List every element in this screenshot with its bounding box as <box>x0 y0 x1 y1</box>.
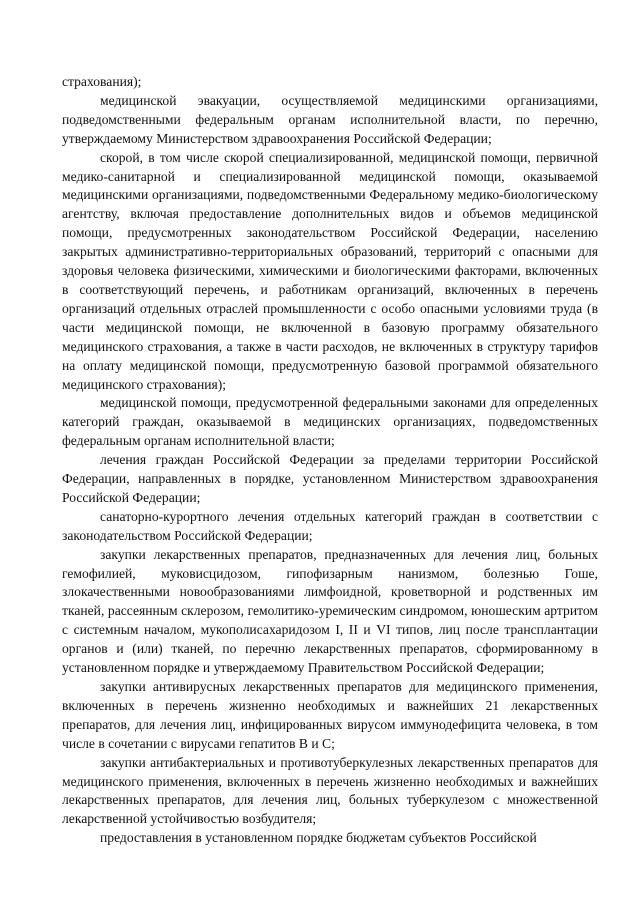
document-body <box>62 73 598 848</box>
paragraph-insurance-end: страхования); <box>62 74 142 89</box>
paragraph-federal-law-care: медицинской помощи, предусмотренной федеральными законами для определенных категорий граждан, оказываемой в медицинских организациях, подведомственных федеральным органам исполнительной власти; <box>62 395 598 449</box>
paragraph-sanatorium-treatment: санаторно-курортного лечения отдельных категорий граждан в соответствии с законодательством Российской Федерации; <box>62 508 598 543</box>
paragraph-antibacterial-drugs: закупки антибактериальных и противотуберкулезных лекарственных препаратов для медицинского применения, включенных в перечень жизненно необходимых и важнейших лекарственных препаратов, для лечения лиц, больных туберкулезом с множественной лекарственной устойчивостью возбудителя; <box>62 754 598 827</box>
paragraph-treatment-abroad: лечения граждан Российской Федерации за пределами территории Российской Федерации, направленных в порядке, установленном Министерством здравоохранения Российской Федерации; <box>62 452 598 505</box>
paragraph-emergency-care: скорой, в том числе скорой специализированной, медицинской помощи, первичной медико-санитарной и специализированной медицинской помощи, оказываемой медицинскими организациями, подведомственными Федеральному медико-биологическому агентству, включая предоставление дополнительных видов и объемов медицинской помощи, предусмотренных законодательством Российской Федерации, населению закрытых административно-территориальных образований, территорий с опасными для здоровья человека физическими, химическими и биологическими факторами, включенных в соответствующий перечень, и работникам организаций, включенных в перечень организаций отдельных отраслей промышленности с особо опасными условиями труда (в части медицинской помощи, не включенной в базовую программу обязательного медицинского страхования, а также в части расходов, не включенных в структуру тарифов на оплату медицинской помощи, предусмотренную базовой программой обязательного медицинского страхования); <box>62 149 598 392</box>
paragraph-antiviral-drugs: закупки антивирусных лекарственных препаратов для медицинского применения, включенных в перечень жизненно необходимых и важнейших 21 лекарственных препаратов, для лечения лиц, инфицированных вирусом иммунодефицита человека, в том числе в сочетании с вирусами гепатитов B и C; <box>62 679 598 751</box>
paragraph-medical-evacuation: медицинской эвакуации, осуществляемой медицинскими организациями, подведомственными федеральным органам исполнительной власти, по перечню, утверждаемому Министерством здравоохранения Российской Федерации; <box>62 92 598 146</box>
paragraph-budget-provision: предоставления в установленном порядке бюджетам субъектов Российской <box>100 830 537 846</box>
paragraph-drug-purchases-rare-diseases: закупки лекарственных препаратов, предназначенных для лечения лиц, больных гемофилией, муковисцидозом, гипофизарным нанизмом, болезнью Гоше, злокачественными новообразованиями лимфоидной, кроветворной и родственных им тканей, рассеянным склерозом, гемолитико-уремическим синдромом, юношеским артритом с системным началом, мукополисахаридозом I, II и VI типов, лиц после трансплантации органов и (или) тканей, по перечню лекарственных препаратов, сформированному в установленном порядке и утверждаемому Правительством Российской Федерации; <box>62 546 598 676</box>
